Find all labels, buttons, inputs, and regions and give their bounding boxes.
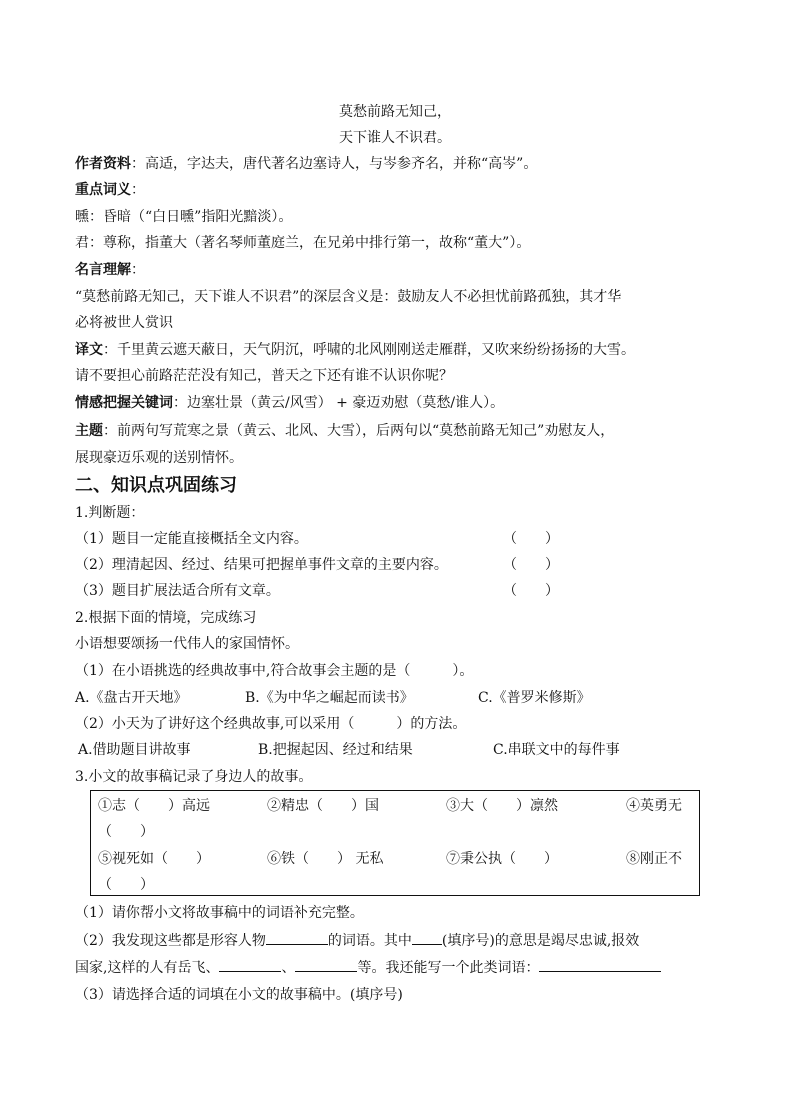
q2-sub-1-option-c[interactable]: C.《普罗米修斯》 (478, 690, 591, 706)
vocab-item-1: 曛：昏暗（“白日曛”指阳光黯淡）。 (75, 209, 293, 225)
q3-sub-2-line-2-text-c: 等。我还能写一个此类词语： (357, 960, 540, 976)
vocab-item-2: 君：尊称，指董大（著名琴师董庭兰，在兄弟中排行第一，故称“董大”）。 (75, 235, 531, 251)
poem-line-2: 天下谁人不识君。 (339, 130, 451, 146)
emotion-text: ：边塞壮景（黄云/风雪） + 豪迈劝慰（莫愁/谁人）。 (173, 395, 505, 411)
author-text: ：高适，字达夫，唐代著名边塞诗人，与岑参齐名，并称“高岑”。 (131, 156, 538, 172)
q3-word-1[interactable]: ①志（ ）高远 (98, 798, 210, 814)
theme-text-1: ：前两句写荒寒之景（黄云、北风、大雪），后两句以“莫愁前路无知己”劝慰友人， (103, 423, 615, 439)
q3-sub-2-line-2-text-a: 国家,这样的人有岳飞、 (75, 960, 220, 976)
poem-line-1: 莫愁前路无知己， (339, 104, 451, 120)
q3-title: 3.小文的故事稿记录了身边人的故事。 (75, 769, 313, 785)
q1-answer-paren-2[interactable]: （ ） (503, 557, 559, 573)
theme-line-1 (75, 421, 614, 441)
quote-label: 名言理解 (75, 262, 131, 278)
q1-answer-paren-1[interactable]: （ ） (503, 531, 559, 547)
quote-text-1: “莫愁前路无知己，天下谁人不识君”的深层含义是：鼓励友人不必担忧前路孤独，其才华 (75, 289, 622, 305)
q3-word-2[interactable]: ②精忠（ ）国 (267, 798, 379, 814)
q1-item-1: （1）题目一定能直接概括全文内容。 (75, 531, 308, 547)
q3-sub-2-line-1 (75, 930, 639, 951)
q3-blank-index[interactable] (412, 930, 442, 945)
q2-sub-1-option-a[interactable]: A.《盘古开天地》 (75, 690, 188, 706)
quote-text-2: 必将被世人赏识 (75, 315, 173, 331)
q1-title: 1.判断题： (75, 505, 145, 521)
q2-sub-2-option-a[interactable]: A.借助题目讲故事 (78, 742, 191, 758)
q3-blank-extra-word[interactable] (539, 957, 661, 972)
section-2-title: 二、知识点巩固练习 (75, 475, 237, 496)
q3-sub-2-text-b: 的词语。其中 (327, 933, 412, 949)
q3-word-6[interactable]: ⑥铁（ ） 无私 (267, 851, 384, 867)
q3-sub-2-text-c: (填序号)的意思是竭尽忠诚,报效 (441, 933, 640, 949)
q1-answer-paren-3[interactable]: （ ） (503, 583, 559, 599)
q2-title: 2.根据下面的情境，完成练习 (75, 610, 257, 626)
q3-word-8-wrap[interactable]: （ ） (98, 877, 154, 893)
q2-sub-2-option-c[interactable]: C.串联文中的每件事 (493, 742, 620, 758)
author-info (75, 154, 537, 174)
translation-line-1 (75, 340, 635, 360)
q3-word-3[interactable]: ③大（ ）凛然 (446, 798, 558, 814)
q3-word-7[interactable]: ⑦秉公执（ ） (446, 851, 558, 867)
vocab-colon: ： (131, 182, 145, 198)
q3-blank-person-1[interactable] (219, 957, 281, 972)
q3-word-8[interactable]: ⑧刚正不 (626, 851, 682, 867)
quote-colon: ： (131, 262, 145, 278)
q2-intro: 小语想要颂扬一代伟人的家国情怀。 (75, 636, 299, 652)
q3-word-box (90, 790, 700, 896)
q1-item-3: （3）题目扩展法适合所有文章。 (75, 583, 280, 599)
q3-sub-2-line-2 (75, 957, 661, 978)
q3-blank-trait[interactable] (266, 930, 328, 945)
translation-label: 译文 (75, 342, 103, 358)
q2-sub-2-option-b[interactable]: B.把握起因、经过和结果 (258, 742, 413, 758)
emotion-keywords (75, 393, 504, 413)
vocab-label: 重点词义 (75, 182, 131, 198)
q2-sub-2: （2）小天为了讲好这个经典故事,可以采用（ ）的方法。 (75, 716, 467, 732)
q3-word-4[interactable]: ④英勇无 (626, 798, 682, 814)
theme-label: 主题 (75, 423, 103, 439)
q3-sub-2-line-2-text-b: 、 (281, 960, 296, 976)
q3-blank-person-2[interactable] (295, 957, 357, 972)
quote-heading (75, 260, 145, 280)
translation-text-1: ：千里黄云遮天蔽日，天气阴沉，呼啸的北风刚刚送走雁群，又吹来纷纷扬扬的大雪。 (103, 342, 635, 358)
q3-sub-3: （3）请选择合适的词填在小文的故事稿中。(填序号) (75, 987, 403, 1003)
emotion-label: 情感把握关键词 (75, 395, 173, 411)
translation-text-2: 请不要担心前路茫茫没有知己，普天之下还有谁不认识你呢？ (75, 368, 453, 384)
q3-word-4-wrap[interactable]: （ ） (98, 824, 154, 840)
q2-sub-1-option-b[interactable]: B.《为中华之崛起而读书》 (245, 690, 414, 706)
q2-sub-1: （1）在小语挑选的经典故事中,符合故事会主题的是（ ）。 (75, 663, 474, 679)
q3-word-5[interactable]: ⑤视死如（ ） (98, 851, 210, 867)
vocab-heading (75, 180, 145, 200)
theme-text-2: 展现豪迈乐观的送别情怀。 (75, 450, 243, 466)
author-label: 作者资料 (75, 156, 131, 172)
q3-sub-2-text-a: （2）我发现这些都是形容人物 (75, 933, 266, 949)
q1-item-2: （2）理清起因、经过、结果可把握单事件文章的主要内容。 (75, 557, 448, 573)
q3-sub-1: （1）请你帮小文将故事稿中的词语补充完整。 (75, 905, 364, 921)
